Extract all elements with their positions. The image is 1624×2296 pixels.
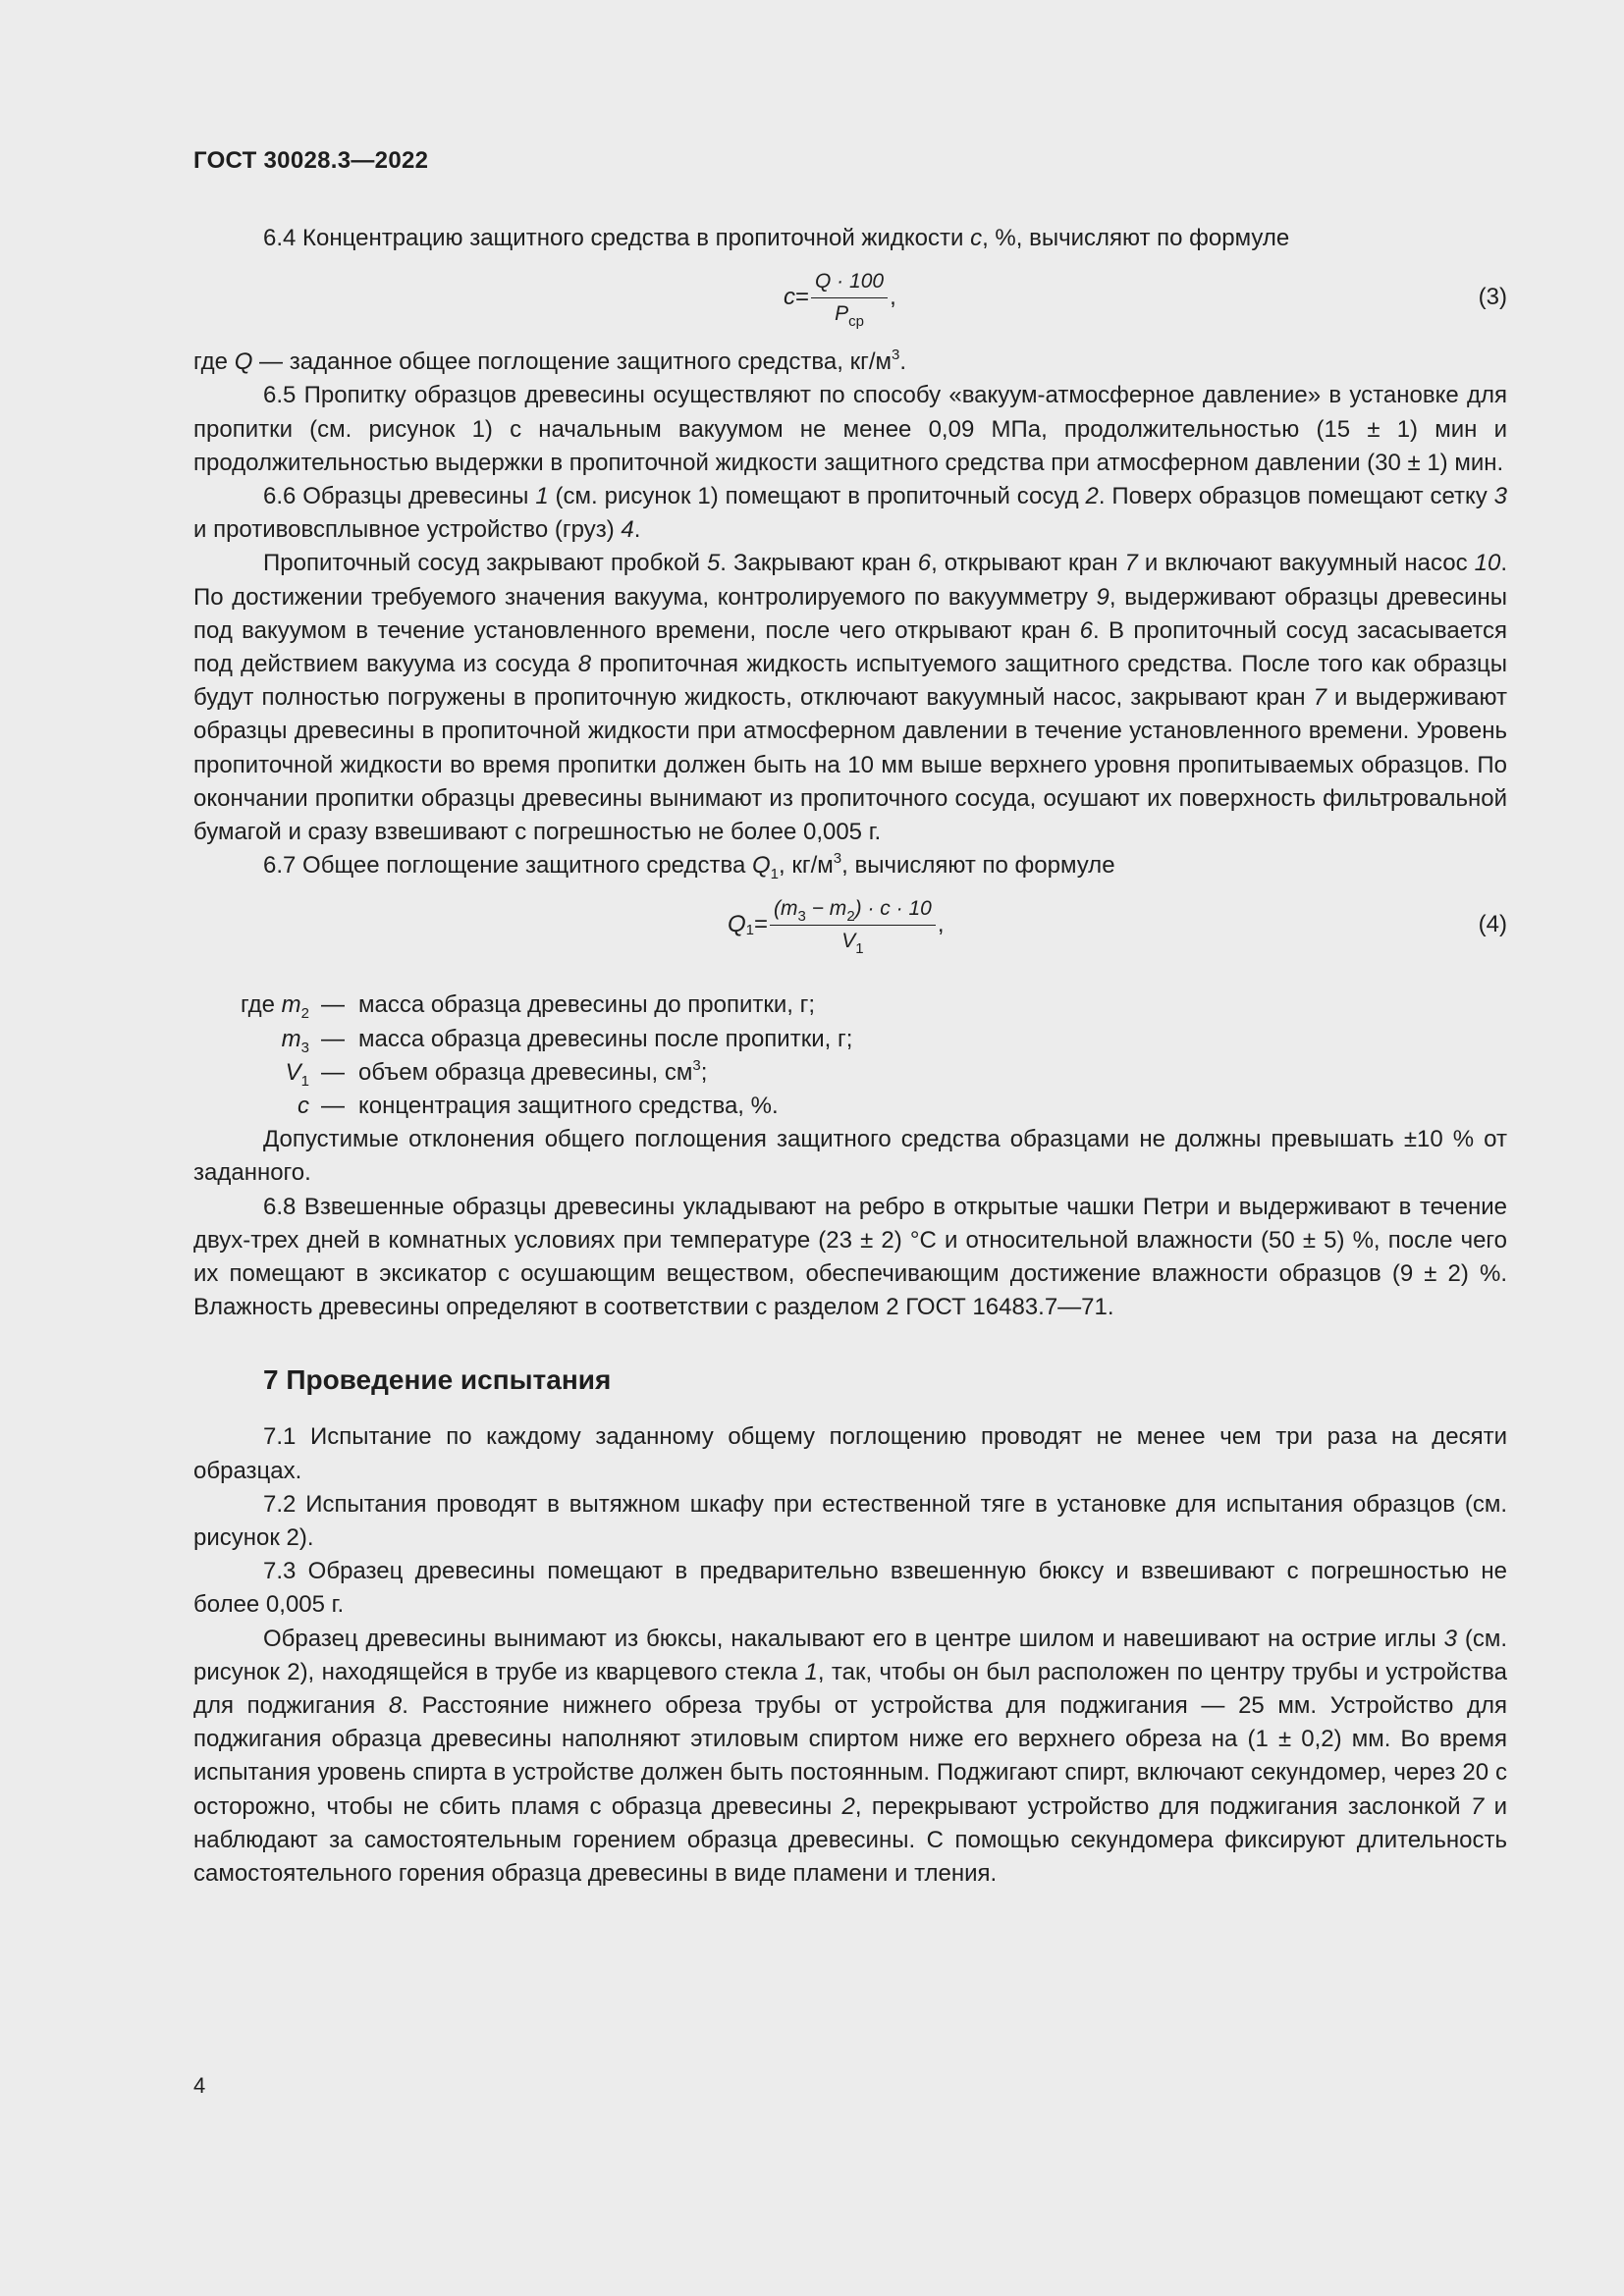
page-number: 4 [193,2073,206,2098]
paragraph-7-3-procedure: Образец древесины вынимают из бюксы, накалывают его в центре шилом и навешивают на острие иглы 3 (см. рисунок 2), находящейся в трубе из кварцевого стекла 1, так, чтобы он был расположен по центру трубы и устройства для поджигания 8. Расстояние нижнего обреза трубы от устройства для поджигания — 25 мм. Устройство для поджигания образца древесины наполняют этиловым спиртом ниже его верхнего обреза на (1 ± 0,2) мм. Во время испытания уровень спирта в устройстве должен быть постоянным. Поджигают спирт, включают секундомер, через 20 с осторожно, чтобы не сбить пламя с образца древесины 2, перекрывают устройство для поджигания заслонкой 7 и наблюдают за самостоятельным горением образца древесины. С помощью секундомера фиксируют длительность самостоятельного горения образца древесины в виде пламени и тления. [193,1625,1508,1888]
paragraph-6-8: 6.8 Взвешенные образцы древесины укладывают на ребро в открытые чашки Петри и выдерживают в течение двух-трех дней в комнатных условиях при температуре (23 ± 2) °С и относительной влажности (50 ± 5) %, после чего их помещают в эксикатор с осушающим веществом, обеспечивающим достижение влажности образцов (9 ± 2) %. Влажность древесины определяют в соответствии с разделом 2 ГОСТ 16483.7—71. [193,1193,1507,1321]
variable-definitions [193,988,1507,1123]
formula-3-expression: c = $\frac{Q \cdot 100}{P_{ср}}$ , [784,259,896,336]
formula-4-fraction: $\frac{(m_3 - m_2) \cdot c \cdot 10}{V_1}$ [770,894,936,956]
section-7-heading: 7 Проведение испытания [263,1364,612,1396]
definition-c: c — концентрация защитного средства, %. [298,1093,779,1120]
formula-3 [193,259,1507,336]
definition-m3: $m_3$ — масса образца древесины после пропитки, г; [281,1025,853,1056]
paragraph-6-6: 6.6 Образцы древесины 1 (см. рисунок 1) помещают в пропиточный сосуд 2. Поверх образцов помещают сетку 3 и противовсплывное устройство (груз) 4. [193,483,1508,544]
formula-3-number: (3) [1478,284,1507,311]
formula-4 [193,886,1507,963]
paragraph-6-6-procedure: Пропиточный сосуд закрывают пробкой 5. Закрывают кран 6, открывают кран 7 и включают вакуумный насос 10. По достижении требуемого значения вакуума, контролируемого по вакуумметру 9, выдерживают образцы древесины под вакуумом в течение установленного времени, после чего открывают кран 6. В пропиточный сосуд засасывается под действием вакуума из сосуда 8 пропиточная жидкость испытуемого защитного средства. После того как образцы будут полностью погружены в пропиточную жидкость, отключают вакуумный насос, закрывают кран 7 и выдерживают образцы древесины в пропиточной жидкости при атмосферном давлении в течение установленного времени. Уровень пропиточной жидкости во время пропитки должен быть на 10 мм выше верхнего уровня пропитываемых образцов. По окончании пропитки образцы древесины вынимают из пропиточного сосуда, осушают их поверхность фильтровальной бумагой и сразу взвешивают с погрешностью не более 0,005 г. [193,550,1508,846]
paragraph-7-2: 7.2 Испытания проводят в вытяжном шкафу при естественной тяге в установке для испытания образцов (см. рисунок 2). [193,1490,1507,1552]
definition-v1: $V_1$ — объем образца древесины, $см^3$; [285,1056,708,1090]
document-header: ГОСТ 30028.3—2022 [193,147,429,174]
formula-4-expression: Q $_1$ = $\frac{(m_3 - m_2) \cdot c \cdot 10}{V_1}$ , [728,886,945,963]
formula-4-number: (4) [1478,911,1507,938]
paragraph-6-4: 6.4 Концентрацию защитного средства в пропиточной жидкости c, %, вычисляют по формуле [263,225,1290,251]
paragraph-6-5: 6.5 Пропитку образцов древесины осуществляют по способу «вакуум-атмосферное давление» в установке для пропитки (см. рисунок 1) с начальным вакуумом не менее 0,09 МПа, продолжительностью (15 ± 1) мин и продолжительностью выдержки в пропиточной жидкости защитного средства при атмосферном давлении (30 ± 1) мин. [193,382,1507,476]
definition-m2: где $m_2$ — масса образца древесины до пропитки, г; [240,991,816,1023]
paragraph-7-1: 7.1 Испытание по каждому заданному общему поглощению проводят не менее чем три раза на десяти образцах. [193,1423,1507,1484]
paragraph-deviation: Допустимые отклонения общего поглощения защитного средства образцами не должны превышать ±10 % от заданного. [193,1126,1507,1187]
paragraph-where-q: где Q — заданное общее поглощение защитного средства, $кг/м^3$. [193,347,907,376]
paragraph-6-7: 6.7 Общее поглощение защитного средства $Q_1$, $кг/м^3$, вычисляют по формуле [263,850,1115,883]
document-body [193,222,1507,1891]
formula-3-fraction: $\frac{Q \cdot 100}{P_{ср}}$ [811,267,888,329]
paragraph-7-3: 7.3 Образец древесины помещают в предварительно взвешенную бюксу и взвешивают с погрешностью не более 0,005 г. [193,1558,1507,1619]
